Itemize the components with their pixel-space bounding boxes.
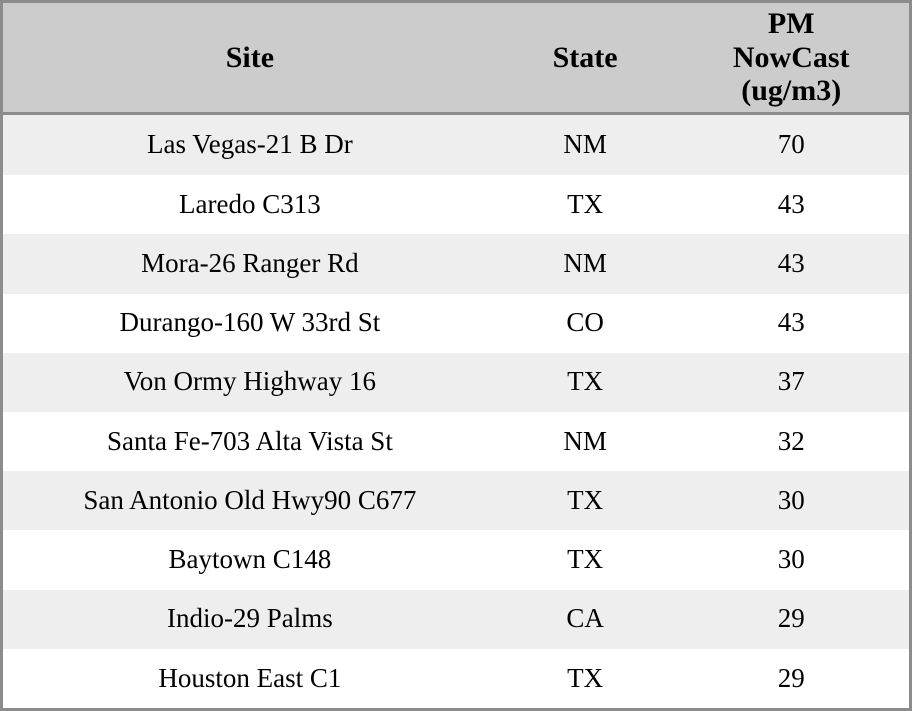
cell-value: 70 xyxy=(673,113,909,175)
table-header-row xyxy=(3,3,909,113)
column-header-pm-nowcast-line2: NowCast xyxy=(732,40,850,74)
table-row xyxy=(3,649,909,708)
column-header-pm-nowcast xyxy=(673,3,909,113)
cell-state: CA xyxy=(497,590,674,649)
cell-site: Von Ormy Highway 16 xyxy=(3,353,497,412)
cell-state: NM xyxy=(497,234,674,293)
cell-value: 29 xyxy=(673,649,909,708)
table-row xyxy=(3,113,909,175)
column-header-state: State xyxy=(497,3,674,113)
cell-value: 29 xyxy=(673,590,909,649)
cell-value: 37 xyxy=(673,353,909,412)
column-header-site: Site xyxy=(3,3,497,113)
table-row xyxy=(3,175,909,234)
cell-state: TX xyxy=(497,530,674,589)
cell-state: NM xyxy=(497,113,674,175)
cell-value: 32 xyxy=(673,412,909,471)
table-header xyxy=(3,3,909,113)
table-row xyxy=(3,590,909,649)
cell-site: Mora-26 Ranger Rd xyxy=(3,234,497,293)
cell-site: Santa Fe-703 Alta Vista St xyxy=(3,412,497,471)
table-row xyxy=(3,412,909,471)
table-row xyxy=(3,294,909,353)
cell-site: Durango-160 W 33rd St xyxy=(3,294,497,353)
table-row xyxy=(3,530,909,589)
cell-state: NM xyxy=(497,412,674,471)
cell-value: 30 xyxy=(673,471,909,530)
cell-site: Baytown C148 xyxy=(3,530,497,589)
cell-value: 43 xyxy=(673,234,909,293)
cell-site: San Antonio Old Hwy90 C677 xyxy=(3,471,497,530)
cell-value: 30 xyxy=(673,530,909,589)
table-row xyxy=(3,353,909,412)
cell-value: 43 xyxy=(673,175,909,234)
air-quality-table xyxy=(3,3,909,708)
cell-site: Indio-29 Palms xyxy=(3,590,497,649)
cell-site: Laredo C313 xyxy=(3,175,497,234)
cell-state: TX xyxy=(497,471,674,530)
cell-value: 43 xyxy=(673,294,909,353)
cell-state: TX xyxy=(497,353,674,412)
column-header-pm-nowcast-line3: (ug/m3) xyxy=(741,74,842,108)
cell-site: Las Vegas-21 B Dr xyxy=(3,113,497,175)
cell-site: Houston East C1 xyxy=(3,649,497,708)
table-body xyxy=(3,113,909,708)
cell-state: TX xyxy=(497,175,674,234)
table-row xyxy=(3,234,909,293)
cell-state: CO xyxy=(497,294,674,353)
cell-state: TX xyxy=(497,649,674,708)
table-row xyxy=(3,471,909,530)
column-header-pm-nowcast-line1: PM xyxy=(767,7,815,40)
